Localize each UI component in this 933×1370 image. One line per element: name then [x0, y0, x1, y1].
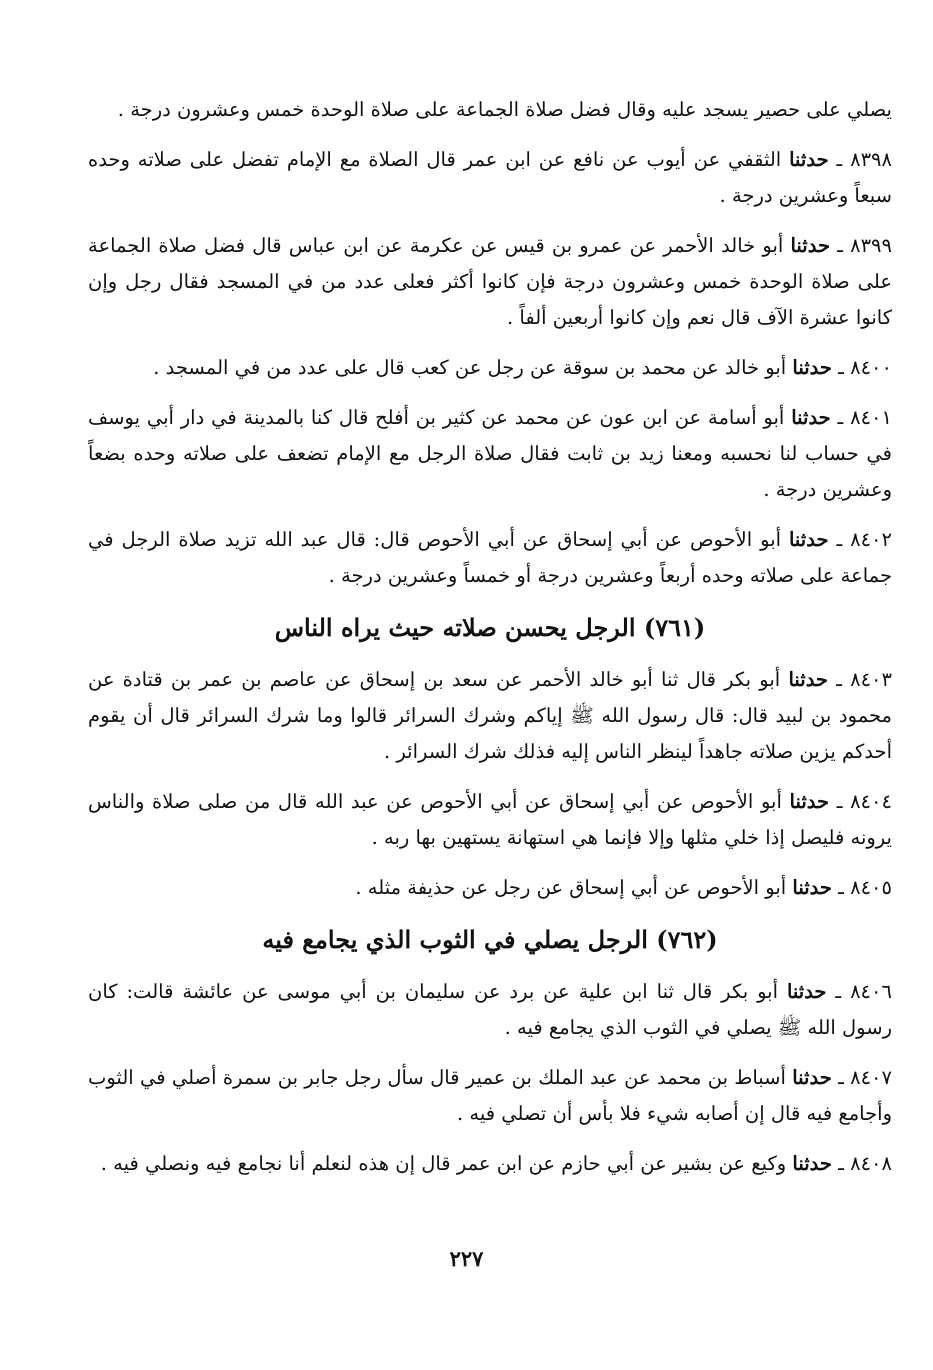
hadith-lead-word: حدثنا — [790, 234, 831, 257]
hadith-entry — [88, 522, 892, 594]
hadith-number: ٨٣٩٩ — [850, 234, 892, 257]
dash-separator: ـ — [831, 356, 851, 379]
dash-separator: ـ — [826, 980, 851, 1003]
dash-separator: ـ — [827, 668, 851, 691]
hadith-lead-word: حدثنا — [792, 1066, 832, 1089]
dash-separator: ـ — [829, 790, 851, 813]
hadith-number: ٨٤٠٢ — [850, 528, 892, 551]
hadith-entry — [88, 1060, 892, 1132]
hadith-entry — [88, 1146, 892, 1182]
hadith-lead-word: حدثنا — [786, 980, 827, 1003]
hadith-lead-word: حدثنا — [788, 668, 828, 691]
hadith-text: أبو الأحوص عن أبي إسحاق عن أبي الأحوص عن عبد الله قال من صلى صلاة والناس يرونه فليصل إذا خلي مثلها وإلا فإنما هي استهانة يستهين بها ربه . — [88, 790, 892, 849]
page-number: ٢٢٧ — [449, 1246, 484, 1271]
hadith-entry — [88, 974, 892, 1046]
hadith-entry — [88, 228, 892, 336]
hadith-text: أبو الأحوص عن أبي إسحاق عن رجل عن حذيفة مثله . — [355, 876, 787, 899]
hadith-text: أبو الأحوص عن أبي إسحاق عن أبي الأحوص قال: قال عبد الله تزيد صلاة الرجل في جماعة على صلاته وحده أربعاً وعشرين درجة أو خمساً وعشرين درجة . — [88, 528, 892, 587]
chapter-heading: (٧٦٢) الرجل يصلي في الثوب الذي يجامع فيه — [262, 925, 718, 954]
dash-separator: ـ — [830, 406, 851, 429]
hadith-entry — [88, 784, 892, 856]
dash-separator: ـ — [831, 1152, 851, 1175]
hadith-number: ٨٤٠٦ — [850, 980, 892, 1003]
lead-text: يصلي على حصير يسجد عليه وقال فضل صلاة الجماعة على صلاة الوحدة خمس وعشرون درجة . — [117, 98, 892, 121]
hadith-lead-word: حدثنا — [792, 356, 832, 379]
hadith-entry — [88, 350, 892, 386]
dash-separator: ـ — [828, 528, 851, 551]
hadith-text: الثقفي عن أيوب عن نافع عن ابن عمر قال الصلاة مع الإمام تفضل على صلاته وحده سبعاً وعشرين درجة . — [88, 148, 892, 207]
dash-separator: ـ — [831, 876, 851, 899]
hadith-entry — [88, 870, 892, 906]
page-body — [88, 92, 892, 1196]
hadith-text: أبو خالد عن محمد بن سوقة عن رجل عن كعب قال على عدد من في المسجد . — [153, 356, 787, 379]
hadith-text: أبو بكر قال ثنا ابن علية عن برد عن سليمان بن أبي موسى عن عائشة قالت: كان رسول الله ﷺ يصلي في الثوب الذي يجامع فيه . — [88, 980, 892, 1039]
hadith-sections — [88, 142, 892, 1182]
hadith-text: وكيع عن بشير عن أبي حازم عن ابن عمر قال إن هذه لنعلم أنا نجامع فيه ونصلي فيه . — [100, 1152, 787, 1175]
hadith-text: أبو أسامة عن ابن عون عن محمد عن كثير بن أفلح قال كنا بالمدينة في دار أبي يوسف في حساب لنا نحسبه ومعنا زيد بن ثابت فقال صلاة الرجل مع الإمام تضعف على صلاته وحده بضعاً وعشرين درجة . — [88, 406, 892, 501]
dash-separator: ـ — [830, 234, 851, 257]
hadith-entry — [88, 662, 892, 770]
hadith-entry — [88, 142, 892, 214]
hadith-number: ٨٤٠٠ — [850, 356, 892, 379]
hadith-number: ٨٤٠١ — [850, 406, 892, 429]
hadith-lead-word: حدثنا — [792, 876, 832, 899]
hadith-lead-word: حدثنا — [789, 148, 829, 171]
hadith-number: ٨٤٠٨ — [850, 1152, 892, 1175]
hadith-text: أبو خالد الأحمر عن عمرو بن قيس عن عكرمة عن ابن عباس قال فضل صلاة الجماعة على صلاة الوحدة خمس وعشرون درجة فإن كانوا أكثر فعلى عدد من في المسجد فقال رجل وإن كانوا عشرة الآف قال نعم وإن كانوا أربعين ألفاً . — [88, 234, 892, 329]
dash-separator: ـ — [831, 1066, 851, 1089]
chapter-heading: (٧٦١) الرجل يحسن صلاته حيث يراه الناس — [274, 613, 706, 642]
hadith-number: ٨٣٩٨ — [850, 148, 892, 171]
hadith-text: أبو بكر قال ثنا أبو خالد الأحمر عن سعد بن إسحاق عن عاصم بن عمر بن قتادة عن محمود بن لبيد قال: قال رسول الله ﷺ إياكم وشرك السرائر قالوا وما شرك السرائر قال أن يقوم أحدكم يزين صلاته جاهداً لينظر الناس إليه فذلك شرك السرائر . — [88, 668, 892, 763]
hadith-entry — [88, 400, 892, 508]
hadith-number: ٨٤٠٧ — [850, 1066, 893, 1089]
hadith-lead-word: حدثنا — [788, 528, 829, 551]
hadith-lead-word: حدثنا — [791, 406, 831, 429]
hadith-number: ٨٤٠٥ — [850, 876, 892, 899]
hadith-text: أسباط بن محمد عن عبد الملك بن عمير قال سأل رجل جابر بن سمرة أصلي في الثوب وأجامع فيه قال إن أصابه شيء فلا بأس أن تصلي فيه . — [88, 1066, 892, 1125]
hadith-lead-word: حدثنا — [789, 790, 830, 813]
hadith-number: ٨٤٠٤ — [850, 790, 892, 813]
hadith-lead-word: حدثنا — [792, 1152, 832, 1175]
hadith-number: ٨٤٠٣ — [850, 668, 893, 691]
dash-separator: ـ — [828, 148, 851, 171]
